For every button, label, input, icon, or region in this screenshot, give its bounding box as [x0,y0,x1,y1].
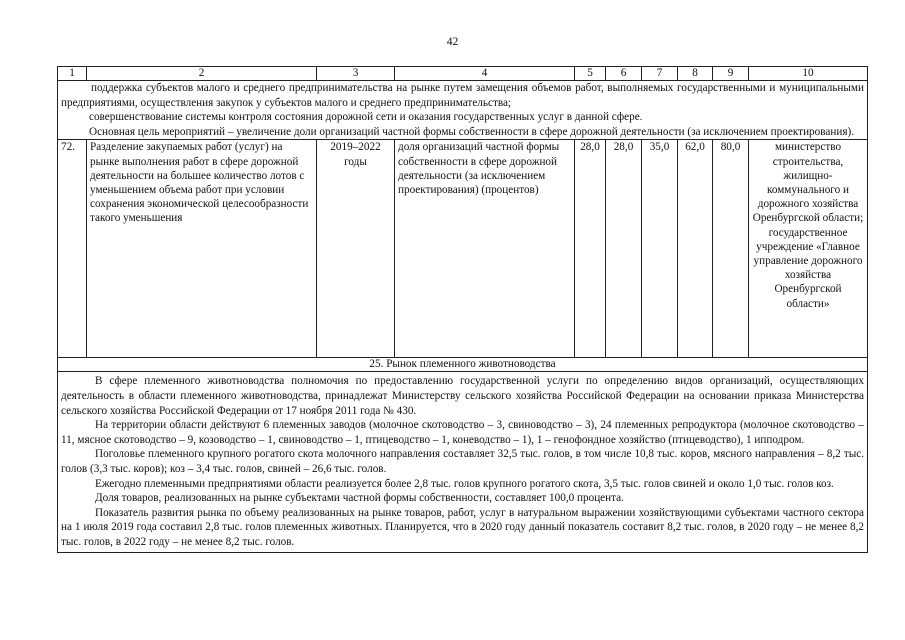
col-header: 2 [87,67,317,81]
indicator-value-4: 62,0 [678,140,713,358]
section-body-row [58,372,868,552]
col-header: 10 [749,67,868,81]
section-paragraph: На территории области действуют 6 племенных заводов (молочное скотоводство – 3, свиноводство – 3), 24 племенных репродуктора (молочное скотоводство – 11, мясное скотоводство – 9, козоводство – 1, свиноводство – 1, птицеводство – 1, коневодство – 1), 1 – генофондное хозяйство (птицеводство), 1 ипподром. [61,419,864,446]
column-number-row [58,67,868,81]
intro-row [58,81,868,140]
section-title: 25. Рынок племенного животноводства [58,358,868,372]
col-header: 1 [58,67,87,81]
section-title-row [58,358,868,372]
measures-table [57,66,868,553]
col-header: 4 [395,67,575,81]
measure-description: Разделение закупаемых работ (услуг) на рынке выполнения работ в сфере дорожной деятельности на большее количество лотов с уменьшением объема работ при условии сохранения экономической целесообразности такого уменьшения [87,140,317,358]
section-paragraph: Доля товаров, реализованных на рынке субъектами частной формы собственности, составляет 100,0 процента. [95,492,624,505]
col-header: 3 [317,67,395,81]
col-header: 8 [678,67,713,81]
indicator-value-3: 35,0 [642,140,678,358]
section-paragraph: Ежегодно племенными предприятиями области реализуется более 2,8 тыс. голов крупного рогатого скота, 3,5 тыс. голов свиней и около 1,0 тыс. голов коз. [95,477,834,490]
indicator-value-5: 80,0 [713,140,749,358]
col-header: 9 [713,67,749,81]
measure-row-72 [58,140,868,358]
section-paragraph: В сфере племенного животноводства полномочия по предоставлению государственной услуги по определению видов организаций, осуществляющих деятельность в области племенного животноводства, принадлежат Министерству сельского хозяйства Российской Федерации на основании приказа Министерства сельского хозяйства Российской Федерации от 17 ноября 2011 года № 430. [61,375,864,417]
indicator-description: доля организаций частной формы собственности в сфере дорожной деятельности (за исключением проектирования) (процентов) [395,140,575,358]
intro-text [58,81,868,140]
section-paragraph: Показатель развития рынка по объему реализованных на рынке товаров, работ, услуг в натуральном выражении хозяйствующими субъектами частного сектора на 1 июля 2019 года составил 2,8 тыс. голов племенных животных. Планируется, что в 2020 году данный показатель составит 8,2 тыс. голов, в 2020 году – не менее 8,2 тыс. голов, в 2022 году – не менее 8,2 тыс. голов. [61,506,864,548]
intro-paragraph: поддержка субъектов малого и среднего предпринимательства на рынке путем замещения объемов работ, выполняемых государственными и муниципальными предприятиями, осуществления закупок у субъектов малого и среднего предпринимательства; [61,82,864,109]
implementation-period: 2019–2022 годы [317,140,395,358]
responsible-executor: министерство строительства, жилищно-коммунального и дорожного хозяйства Оренбургской области; государственное учреждение «Главное управление дорожного хозяйства Оренбургской области» [749,140,868,358]
section-body [58,372,868,552]
col-header: 6 [606,67,642,81]
section-paragraph: Поголовье племенного крупного рогатого скота молочного направления составляет 32,5 тыс. голов, в том числе 10,8 тыс. коров, мясного направления – 8,2 тыс. голов (3,3 тыс. коров); коз – 3,4 тыс. голов, свиней – 26,6 тыс. голов. [61,448,864,475]
intro-paragraph: совершенствование системы контроля состояния дорожной сети и оказания государственных услуг в данной сфере. [89,111,643,124]
indicator-value-2: 28,0 [606,140,642,358]
col-header: 7 [642,67,678,81]
row-number: 72. [58,140,87,358]
col-header: 5 [575,67,606,81]
indicator-value-1: 28,0 [575,140,606,358]
intro-paragraph: Основная цель мероприятий – увеличение доли организаций частной формы собственности в сфере дорожной деятельности (за исключением проектирования). [89,125,854,138]
page-number: 42 [446,36,459,48]
